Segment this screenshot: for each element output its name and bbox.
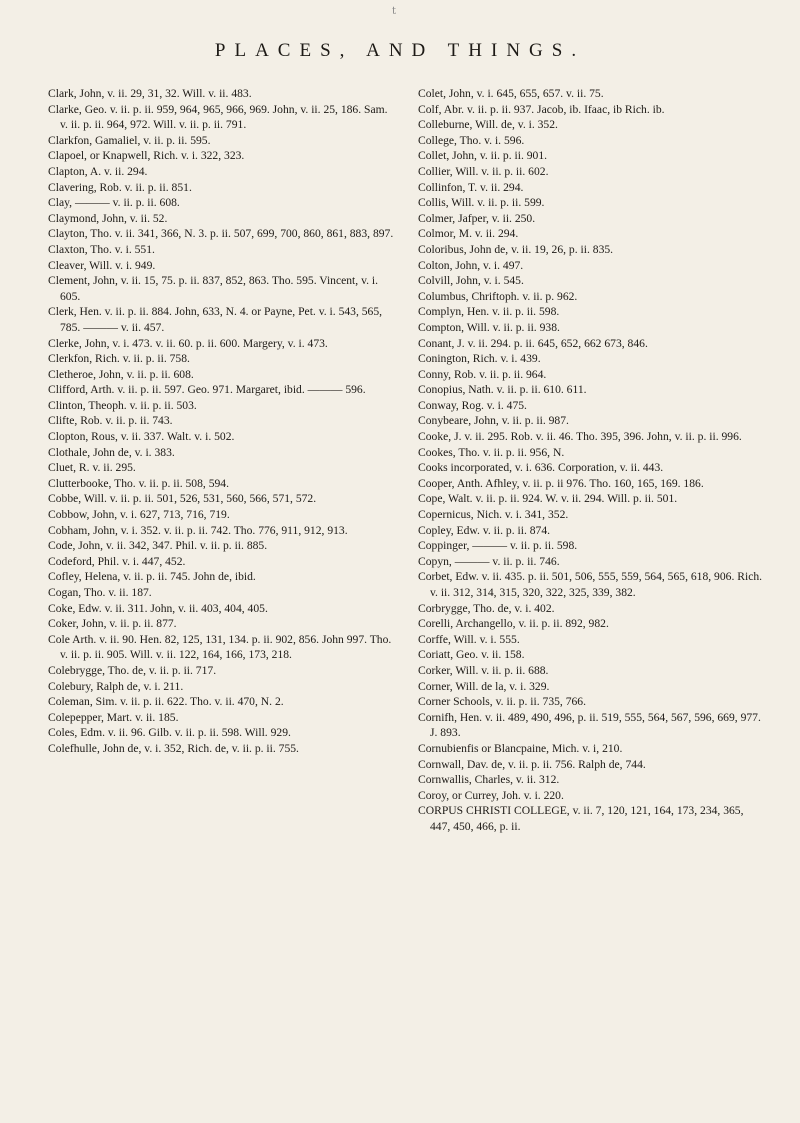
index-entry: Collet, John, v. ii. p. ii. 901.: [418, 149, 548, 163]
index-entry: Collis, Will. v. ii. p. ii. 599.: [418, 196, 545, 210]
index-entry: Corbet, Edw. v. ii. 435. p. ii. 501, 506, 555, 559, 564, 565, 618, 906. Rich. v. ii. 312, 314, 315, 320, 322, 325, 339, 382.: [418, 570, 763, 599]
index-entry: Colf, Abr. v. ii. p. ii. 937. Jacob, ib. Ifaac, ib Rich. ib.: [418, 102, 665, 116]
index-entry: Clarke, Geo. v. ii. p. ii. 959, 964, 965, 966, 969. John, v. ii. 25, 186. Sam. v. ii. p. ii. 964, 972. Will. v. ii. p. ii. 791.: [48, 102, 388, 132]
index-entry: Conington, Rich. v. i. 439.: [418, 352, 541, 366]
index-entry: Clapoel, or Knapwell, Rich. v. i. 322, 323.: [48, 149, 245, 163]
index-entry: Cooper, Anth. Afhley, v. ii. p. ii 976. Tho. 160, 165, 169. 186.: [418, 476, 704, 490]
left-column: [48, 86, 396, 835]
index-columns: [48, 86, 766, 835]
index-entry: Conant, J. v. ii. 294. p. ii. 645, 652, 662 673, 846.: [418, 336, 648, 350]
index-entry: Claxton, Tho. v. i. 551.: [48, 242, 155, 256]
index-entry: Coleman, Sim. v. ii. p. ii. 622. Tho. v. ii. 470, N. 2.: [48, 695, 284, 709]
index-entry: Cole Arth. v. ii. 90. Hen. 82, 125, 131, 134. p. ii. 902, 856. John 997. Tho. v. ii. p. ii. 905. Will. v. ii. 122, 164, 166, 173, 218.: [48, 632, 392, 662]
index-entry: Clinton, Theoph. v. ii. p. ii. 503.: [48, 398, 197, 412]
index-entry: Cleaver, Will. v. i. 949.: [48, 258, 156, 272]
index-entry: Cornwall, Dav. de, v. ii. p. ii. 756. Ralph de, 744.: [418, 757, 646, 771]
index-entry: Corker, Will. v. ii. p. ii. 688.: [418, 663, 549, 677]
index-entry: Coriatt, Geo. v. ii. 158.: [418, 648, 525, 662]
index-entry: Clayton, Tho. v. ii. 341, 366, N. 3. p. ii. 507, 699, 700, 860, 861, 883, 897.: [48, 227, 394, 241]
right-column: [418, 86, 766, 835]
index-entry: Colefhulle, John de, v. i. 352, Rich. de, v. ii. p. ii. 755.: [48, 741, 299, 755]
index-entry: Cletheroe, John, v. ii. p. ii. 608.: [48, 367, 194, 381]
index-entry: Clopton, Rous, v. ii. 337. Walt. v. i. 502.: [48, 430, 235, 444]
index-entry: Cookes, Tho. v. ii. p. ii. 956, N.: [418, 445, 565, 459]
index-entry: Clapton, A. v. ii. 294.: [48, 164, 148, 178]
index-entry: Cofley, Helena, v. ii. p. ii. 745. John de, ibid.: [48, 570, 256, 584]
index-entry: Copernicus, Nich. v. i. 341, 352.: [418, 508, 569, 522]
index-entry: Clerkfon, Rich. v. ii. p. ii. 758.: [48, 352, 190, 366]
index-entry: Coroy, or Currey, Joh. v. i. 220.: [418, 788, 564, 802]
index-entry: Cooke, J. v. ii. 295. Rob. v. ii. 46. Tho. 395, 396. John, v. ii. p. ii. 996.: [418, 430, 742, 444]
index-entry: Colmor, M. v. ii. 294.: [418, 227, 519, 241]
index-entry: Cobbow, John, v. i. 627, 713, 716, 719.: [48, 508, 230, 522]
index-entry: Conway, Rog. v. i. 475.: [418, 398, 527, 412]
index-entry: Codeford, Phil. v. i. 447, 452.: [48, 554, 186, 568]
index-entry: Columbus, Chriftoph. v. ii. p. 962.: [418, 289, 578, 303]
index-entry: Cobham, John, v. i. 352. v. ii. p. ii. 742. Tho. 776, 911, 912, 913.: [48, 523, 348, 537]
index-entry: Coke, Edw. v. ii. 311. John, v. ii. 403, 404, 405.: [48, 601, 268, 615]
index-entry: College, Tho. v. i. 596.: [418, 133, 525, 147]
index-entry: Colebrygge, Tho. de, v. ii. p. ii. 717.: [48, 663, 217, 677]
index-entry: Corbrygge, Tho. de, v. i. 402.: [418, 601, 555, 615]
index-entry: Corelli, Archangello, v. ii. p. ii. 892, 982.: [418, 617, 609, 631]
index-entry: Cornubienfis or Blancpaine, Mich. v. i, 210.: [418, 741, 623, 755]
index-entry: Cobbe, Will. v. ii. p. ii. 501, 526, 531, 560, 566, 571, 572.: [48, 492, 317, 506]
index-entry: Colmer, Jafper, v. ii. 250.: [418, 211, 536, 225]
index-entry: Compton, Will. v. ii. p. ii. 938.: [418, 320, 560, 334]
index-entry: Copyn, ——— v. ii. p. ii. 746.: [418, 554, 560, 568]
index-entry: Cooks incorporated, v. i. 636. Corporation, v. ii. 443.: [418, 461, 664, 475]
index-entry: Coker, John, v. ii. p. ii. 877.: [48, 617, 177, 631]
index-entry: Conopius, Nath. v. ii. p. ii. 610. 611.: [418, 383, 587, 397]
index-entry: Clavering, Rob. v. ii. p. ii. 851.: [48, 180, 192, 194]
index-entry: Colebury, Ralph de, v. i. 211.: [48, 679, 184, 693]
index-entry: Clarkfon, Gamaliel, v. ii. p. ii. 595.: [48, 133, 211, 147]
index-entry: Coloribus, John de, v. ii. 19, 26, p. ii. 835.: [418, 242, 614, 256]
index-entry: Corner, Will. de la, v. i. 329.: [418, 679, 550, 693]
index-entry: Clifford, Arth. v. ii. p. ii. 597. Geo. 971. Margaret, ibid. ——— 596.: [48, 383, 366, 397]
index-entry: Colepepper, Mart. v. ii. 185.: [48, 710, 179, 724]
index-entry: Coppinger, ——— v. ii. p. ii. 598.: [418, 539, 578, 553]
index-entry: Complyn, Hen. v. ii. p. ii. 598.: [418, 305, 560, 319]
index-entry: Conybeare, John, v. ii. p. ii. 987.: [418, 414, 569, 428]
index-entry: CORPUS CHRISTI COLLEGE, v. ii. 7, 120, 121, 164, 173, 234, 365, 447, 450, 466, p. ii.: [418, 804, 744, 833]
index-entry: Clement, John, v. ii. 15, 75. p. ii. 837, 852, 863. Tho. 595. Vincent, v. i. 605.: [48, 274, 379, 303]
index-entry: Corner Schools, v. ii. p. ii. 735, 766.: [418, 695, 586, 709]
index-entry: Clerk, Hen. v. ii. p. ii. 884. John, 633, N. 4. or Payne, Pet. v. i. 543, 565, 785. ——— v. ii. 457.: [48, 305, 383, 334]
index-entry: Claymond, John, v. ii. 52.: [48, 211, 168, 225]
index-entry: Colleburne, Will. de, v. i. 352.: [418, 118, 558, 132]
index-entry: Code, John, v. ii. 342, 347. Phil. v. ii. p. ii. 885.: [48, 539, 268, 553]
index-entry: Clay, ——— v. ii. p. ii. 608.: [48, 196, 180, 210]
index-entry: Cluet, R. v. ii. 295.: [48, 461, 136, 475]
page-mark: t: [392, 6, 397, 17]
index-entry: Clark, John, v. ii. 29, 31, 32. Will. v. ii. 483.: [48, 87, 252, 100]
index-entry: Colet, John, v. i. 645, 655, 657. v. ii. 75.: [418, 87, 604, 100]
index-entry: Cope, Walt. v. ii. p. ii. 924. W. v. ii. 294. Will. p. ii. 501.: [418, 492, 678, 506]
index-entry: Cogan, Tho. v. ii. 187.: [48, 586, 152, 599]
index-entry: Colton, John, v. i. 497.: [418, 258, 524, 272]
index-entry: Clutterbooke, Tho. v. ii. p. ii. 508, 594.: [48, 476, 229, 490]
index-entry: Colvill, John, v. i. 545.: [418, 274, 524, 288]
index-entry: Corffe, Will. v. i. 555.: [418, 632, 520, 646]
index-entry: Clifte, Rob. v. ii. p. ii. 743.: [48, 414, 173, 428]
page-header: PLACES, AND THINGS.: [214, 40, 586, 61]
index-entry: Coles, Edm. v. ii. 96. Gilb. v. ii. p. ii. 598. Will. 929.: [48, 726, 291, 740]
index-entry: Copley, Edw. v. ii. p. ii. 874.: [418, 523, 551, 537]
index-entry: Conny, Rob. v. ii. p. ii. 964.: [418, 367, 547, 381]
index-entry: Cornwallis, Charles, v. ii. 312.: [418, 773, 560, 787]
index-entry: Collier, Will. v. ii. p. ii. 602.: [418, 164, 549, 178]
index-entry: Clerke, John, v. i. 473. v. ii. 60. p. ii. 600. Margery, v. i. 473.: [48, 336, 328, 350]
index-entry: Clothale, John de, v. i. 383.: [48, 445, 175, 459]
index-entry: Cornifh, Hen. v. ii. 489, 490, 496, p. ii. 519, 555, 564, 567, 596, 669, 977. J. 893.: [418, 710, 761, 740]
index-entry: Collinfon, T. v. ii. 294.: [418, 180, 524, 194]
